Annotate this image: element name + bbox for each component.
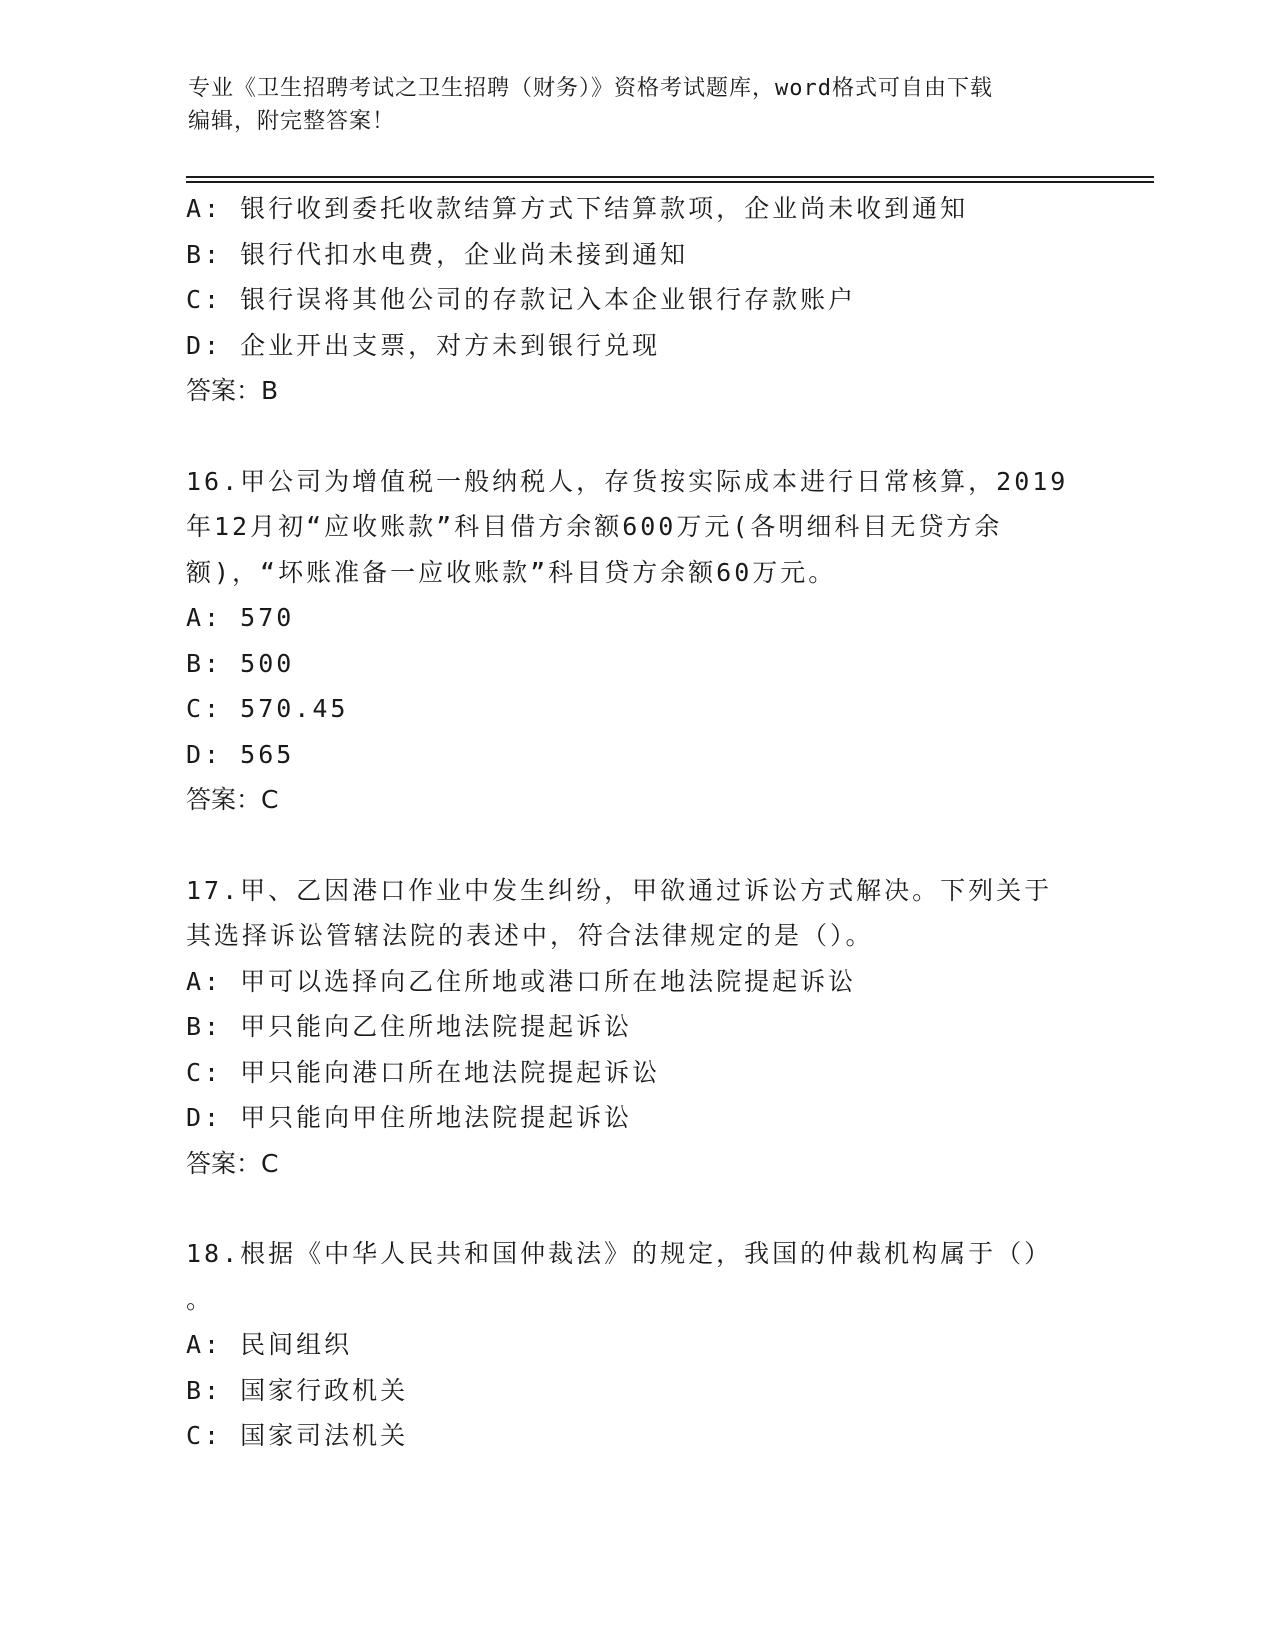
question-stem-line: 。 [186,1284,215,1314]
option-c: C: 国家司法机关 [186,1421,409,1450]
answer: 答案：C [186,1148,279,1178]
option-c: C: 银行误将其他公司的存款记入本企业银行存款账户 [186,285,857,314]
option-b: B: 甲只能向乙住所地法院提起诉讼 [186,1012,633,1041]
question-stem-line: 年12月初“应收账款”科目借方余额600万元(各明细科目无贷方余 [186,512,1003,541]
option-a: A: 甲可以选择向乙住所地或港口所在地法院提起诉讼 [186,966,857,996]
option-c: C: 570.45 [186,694,349,723]
document-header [188,72,1088,138]
header-divider-bottom [186,181,1154,183]
option-a: A: 民间组织 [186,1330,353,1359]
option-c: C: 甲只能向港口所在地法院提起诉讼 [186,1057,661,1087]
option-d: D: 企业开出支票，对方未到银行兑现 [186,330,661,360]
option-b: B: 银行代扣水电费，企业尚未接到通知 [186,239,689,269]
question-stem-line: 18.根据《中华人民共和国仲裁法》的规定，我国的仲裁机构属于（） [186,1239,1053,1268]
question-18 [186,1231,1086,1459]
option-b: B: 500 [186,648,295,678]
spacer [186,1186,1086,1231]
question-stem-line: 其选择诉讼管辖法院的表述中，符合法律规定的是（）。 [186,921,874,950]
spacer [186,823,1086,868]
option-d: D: 甲只能向甲住所地法院提起诉讼 [186,1103,633,1132]
question-list [186,186,1086,1459]
question-16 [186,459,1086,823]
header-line-2: 编辑，附完整答案！ [188,109,396,134]
answer: 答案：B [186,376,279,405]
option-a: A: 570 [186,603,295,632]
option-a: A: 银行收到委托收款结算方式下结算款项，企业尚未收到通知 [186,194,969,223]
question-stem-line: 额)，“坏账准备一应收账款”科目贷方余额60万元。 [186,557,837,587]
option-d: D: 565 [186,739,295,769]
option-b: B: 国家行政机关 [186,1375,409,1405]
question-17 [186,868,1086,1187]
header-line-1: 专业《卫生招聘考试之卫生招聘（财务）》资格考试题库，word格式可自由下载 [188,76,993,101]
header-divider-top [186,176,1154,178]
question-15 [186,186,1086,414]
question-stem-line: 16.甲公司为增值税一般纳税人，存货按实际成本进行日常核算，2019 [186,466,1069,496]
spacer [186,414,1086,459]
answer: 答案：C [186,785,279,814]
question-stem-line: 17.甲、乙因港口作业中发生纠纷，甲欲通过诉讼方式解决。下列关于 [186,875,1053,905]
